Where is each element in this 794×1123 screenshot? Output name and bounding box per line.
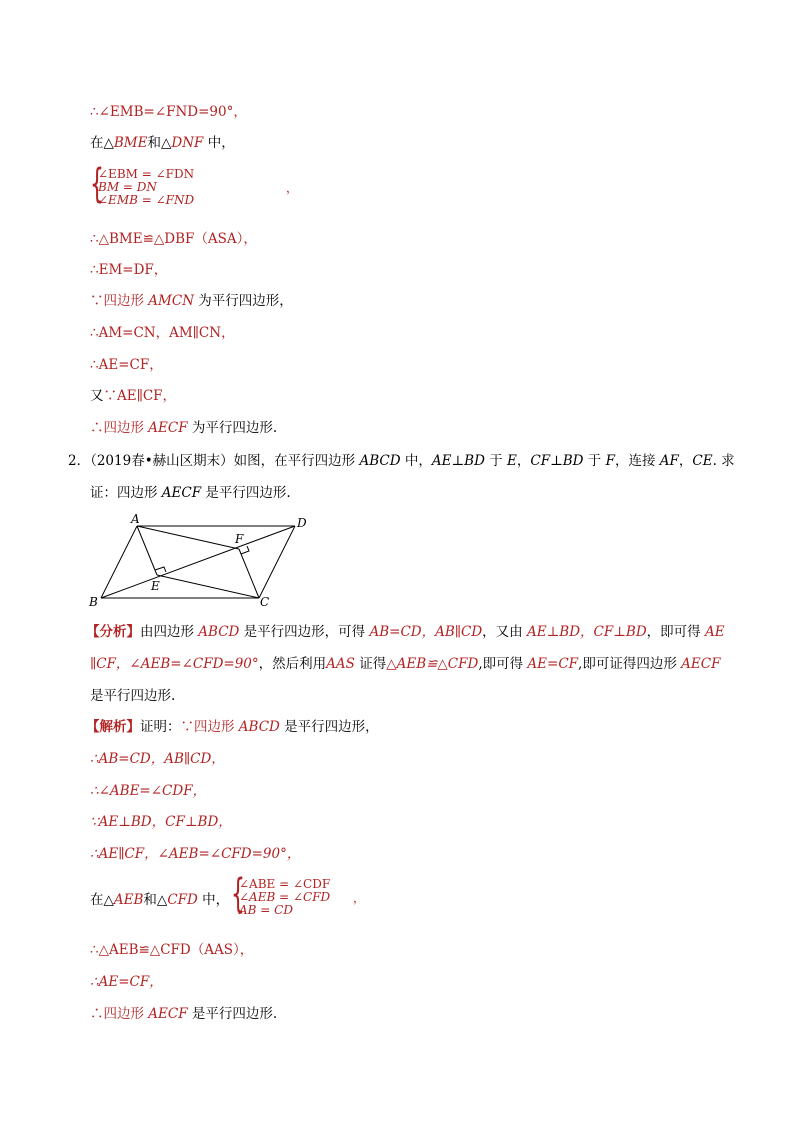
math: ⊥ <box>451 453 465 469</box>
math: AB=CD，AB∥CD <box>369 624 483 640</box>
label-D: D <box>297 516 307 530</box>
math: ⊥ <box>550 453 563 469</box>
triangle-name: CFD <box>167 892 198 908</box>
text: 于 <box>484 453 507 469</box>
solution-line-1 <box>86 718 379 736</box>
text: ， <box>678 453 693 469</box>
text: 证明： <box>140 719 181 735</box>
math: AE=CF <box>527 656 579 672</box>
proof-line-7: ∴AE=CF， <box>90 357 163 373</box>
math: AECF <box>681 656 721 672</box>
problem-2-statement <box>68 452 735 470</box>
solution-line-5: ∴AE∥CF，∠AEB=∠CFD=90°， <box>90 846 301 862</box>
solution-line-9 <box>90 1005 277 1023</box>
math: ABCD <box>359 453 401 469</box>
system-row: ∠EBM = ∠FDN <box>98 167 195 181</box>
text: 又 <box>90 388 104 404</box>
math: △AEB≌△CFD <box>386 656 479 672</box>
segment-CD <box>259 526 295 598</box>
right-angle-mark-E <box>155 567 166 572</box>
label-E: E <box>151 579 160 593</box>
math: ∥CF，∠AEB=∠CFD=90° <box>90 656 259 672</box>
system-row: ∠AEB = ∠CFD <box>239 890 331 904</box>
proof-line-1: ∴∠EMB=∠FND=90°， <box>90 104 247 120</box>
text: 是平行四边形. <box>201 485 291 501</box>
math: E <box>507 453 517 469</box>
text: ∵AE∥CF， <box>103 388 177 404</box>
comma: ， <box>286 181 299 195</box>
solution-line-4: ∵AE⊥BD，CF⊥BD， <box>90 814 232 830</box>
math: AE⊥BD，CF⊥BD <box>526 624 647 640</box>
solution-line-8: ∴AE=CF， <box>90 974 163 990</box>
triangle-name: AEB <box>113 892 144 908</box>
text: 中， <box>400 453 432 469</box>
shape-name: AECF <box>148 420 188 436</box>
segment-FC <box>239 549 259 598</box>
text: ，连接 <box>614 453 660 469</box>
text: ，即可得 <box>646 624 705 640</box>
analysis-line-1 <box>86 623 725 641</box>
text: 为平行四边形， <box>194 293 293 309</box>
math: AE <box>431 453 452 469</box>
proof-line-2 <box>90 134 235 152</box>
text: 是平行四边形， <box>279 719 379 735</box>
text: 由四边形 <box>140 624 199 640</box>
label-A: A <box>131 512 140 526</box>
problem-number: 2． <box>68 453 91 469</box>
solution-line-2: ∴AB=CD，AB∥CD， <box>90 751 225 767</box>
math: ABCD <box>198 624 240 640</box>
text: ，又由 <box>482 624 527 640</box>
text: 在△ <box>90 135 114 151</box>
text: 和△ <box>143 892 168 908</box>
math: AF <box>659 453 679 469</box>
text: ，然后利用 <box>258 656 327 672</box>
text: 于 <box>583 453 606 469</box>
shape-name: AMCN <box>148 293 195 309</box>
system-row: ∠EMB = ∠FND <box>98 193 195 207</box>
system-row: BM = DN <box>98 180 157 194</box>
problem-2-statement-line-2 <box>90 484 291 502</box>
text: 是平行四边形，可得 <box>239 624 370 640</box>
text: 证得 <box>354 656 387 672</box>
text: 在△ <box>90 892 114 908</box>
text: . 求 <box>712 453 735 469</box>
text: ∵四边形 <box>90 293 149 309</box>
text: 中， <box>203 135 235 151</box>
math: ABCD <box>238 719 280 735</box>
text: ∴四边形 <box>90 420 149 436</box>
right-angle-mark-F <box>241 546 249 554</box>
shape-name: AECF <box>148 1006 188 1022</box>
analysis-line-3: 是平行四边形. <box>90 688 176 704</box>
text: 如图，在平行四边形 <box>233 453 360 469</box>
brace-symbol: { <box>90 161 104 207</box>
text: 中， <box>197 892 230 908</box>
equation-system-2 <box>231 871 366 920</box>
proof-line-9 <box>90 419 277 437</box>
text: ∴四边形 <box>90 1006 149 1022</box>
brace-symbol: { <box>231 871 245 917</box>
triangle-name: BME <box>113 135 148 151</box>
solution-line-6 <box>90 891 229 909</box>
segment-BD <box>101 526 295 598</box>
text: 和△ <box>147 135 172 151</box>
comma: ， <box>353 891 366 905</box>
text: 是平行四边形. <box>187 1006 278 1022</box>
text: ,即可得 <box>478 656 528 672</box>
equation-system-1 <box>90 161 299 210</box>
text: 证：四边形 <box>90 485 162 501</box>
math: BD <box>562 453 584 469</box>
label-C: C <box>260 595 270 609</box>
problem-source: （2019春•赫山区期末） <box>90 453 234 469</box>
analysis-tag: 【分析】 <box>86 624 140 640</box>
text: ,即可证得四边形 <box>578 656 682 672</box>
proof-line-6: ∴AM=CN，AM∥CN， <box>90 325 235 341</box>
segment-AF <box>137 526 239 549</box>
label-B: B <box>89 595 98 609</box>
solution-line-3: ∴∠ABE=∠CDF， <box>90 783 207 799</box>
solution-tag: 【解析】 <box>86 719 140 735</box>
parallelogram-figure <box>85 510 315 612</box>
math: AAS <box>326 656 355 672</box>
system-row: ∠ABE = ∠CDF <box>239 877 331 891</box>
text: ∵四边形 <box>180 719 239 735</box>
math: AECF <box>161 485 202 501</box>
proof-line-4: ∴EM=DF， <box>90 262 168 278</box>
label-F: F <box>235 532 244 546</box>
segment-EC <box>157 575 259 598</box>
segment-AB <box>101 526 137 598</box>
math: CE <box>692 453 713 469</box>
text: 为平行四边形. <box>187 420 278 436</box>
solution-line-7: ∴△AEB≌△CFD（AAS）， <box>90 942 254 958</box>
math: BD <box>464 453 485 469</box>
proof-line-3: ∴△BME≌△DBF（ASA）， <box>90 231 257 247</box>
math: F <box>605 453 615 469</box>
proof-line-8 <box>90 387 176 405</box>
segment-AE <box>137 526 157 575</box>
text: ， <box>516 453 531 469</box>
math: AE <box>704 624 725 640</box>
proof-line-5 <box>90 292 293 310</box>
math: CF <box>530 453 551 469</box>
system-row: AB = CD <box>239 903 293 917</box>
triangle-name: DNF <box>171 135 204 151</box>
analysis-line-2 <box>90 655 720 673</box>
